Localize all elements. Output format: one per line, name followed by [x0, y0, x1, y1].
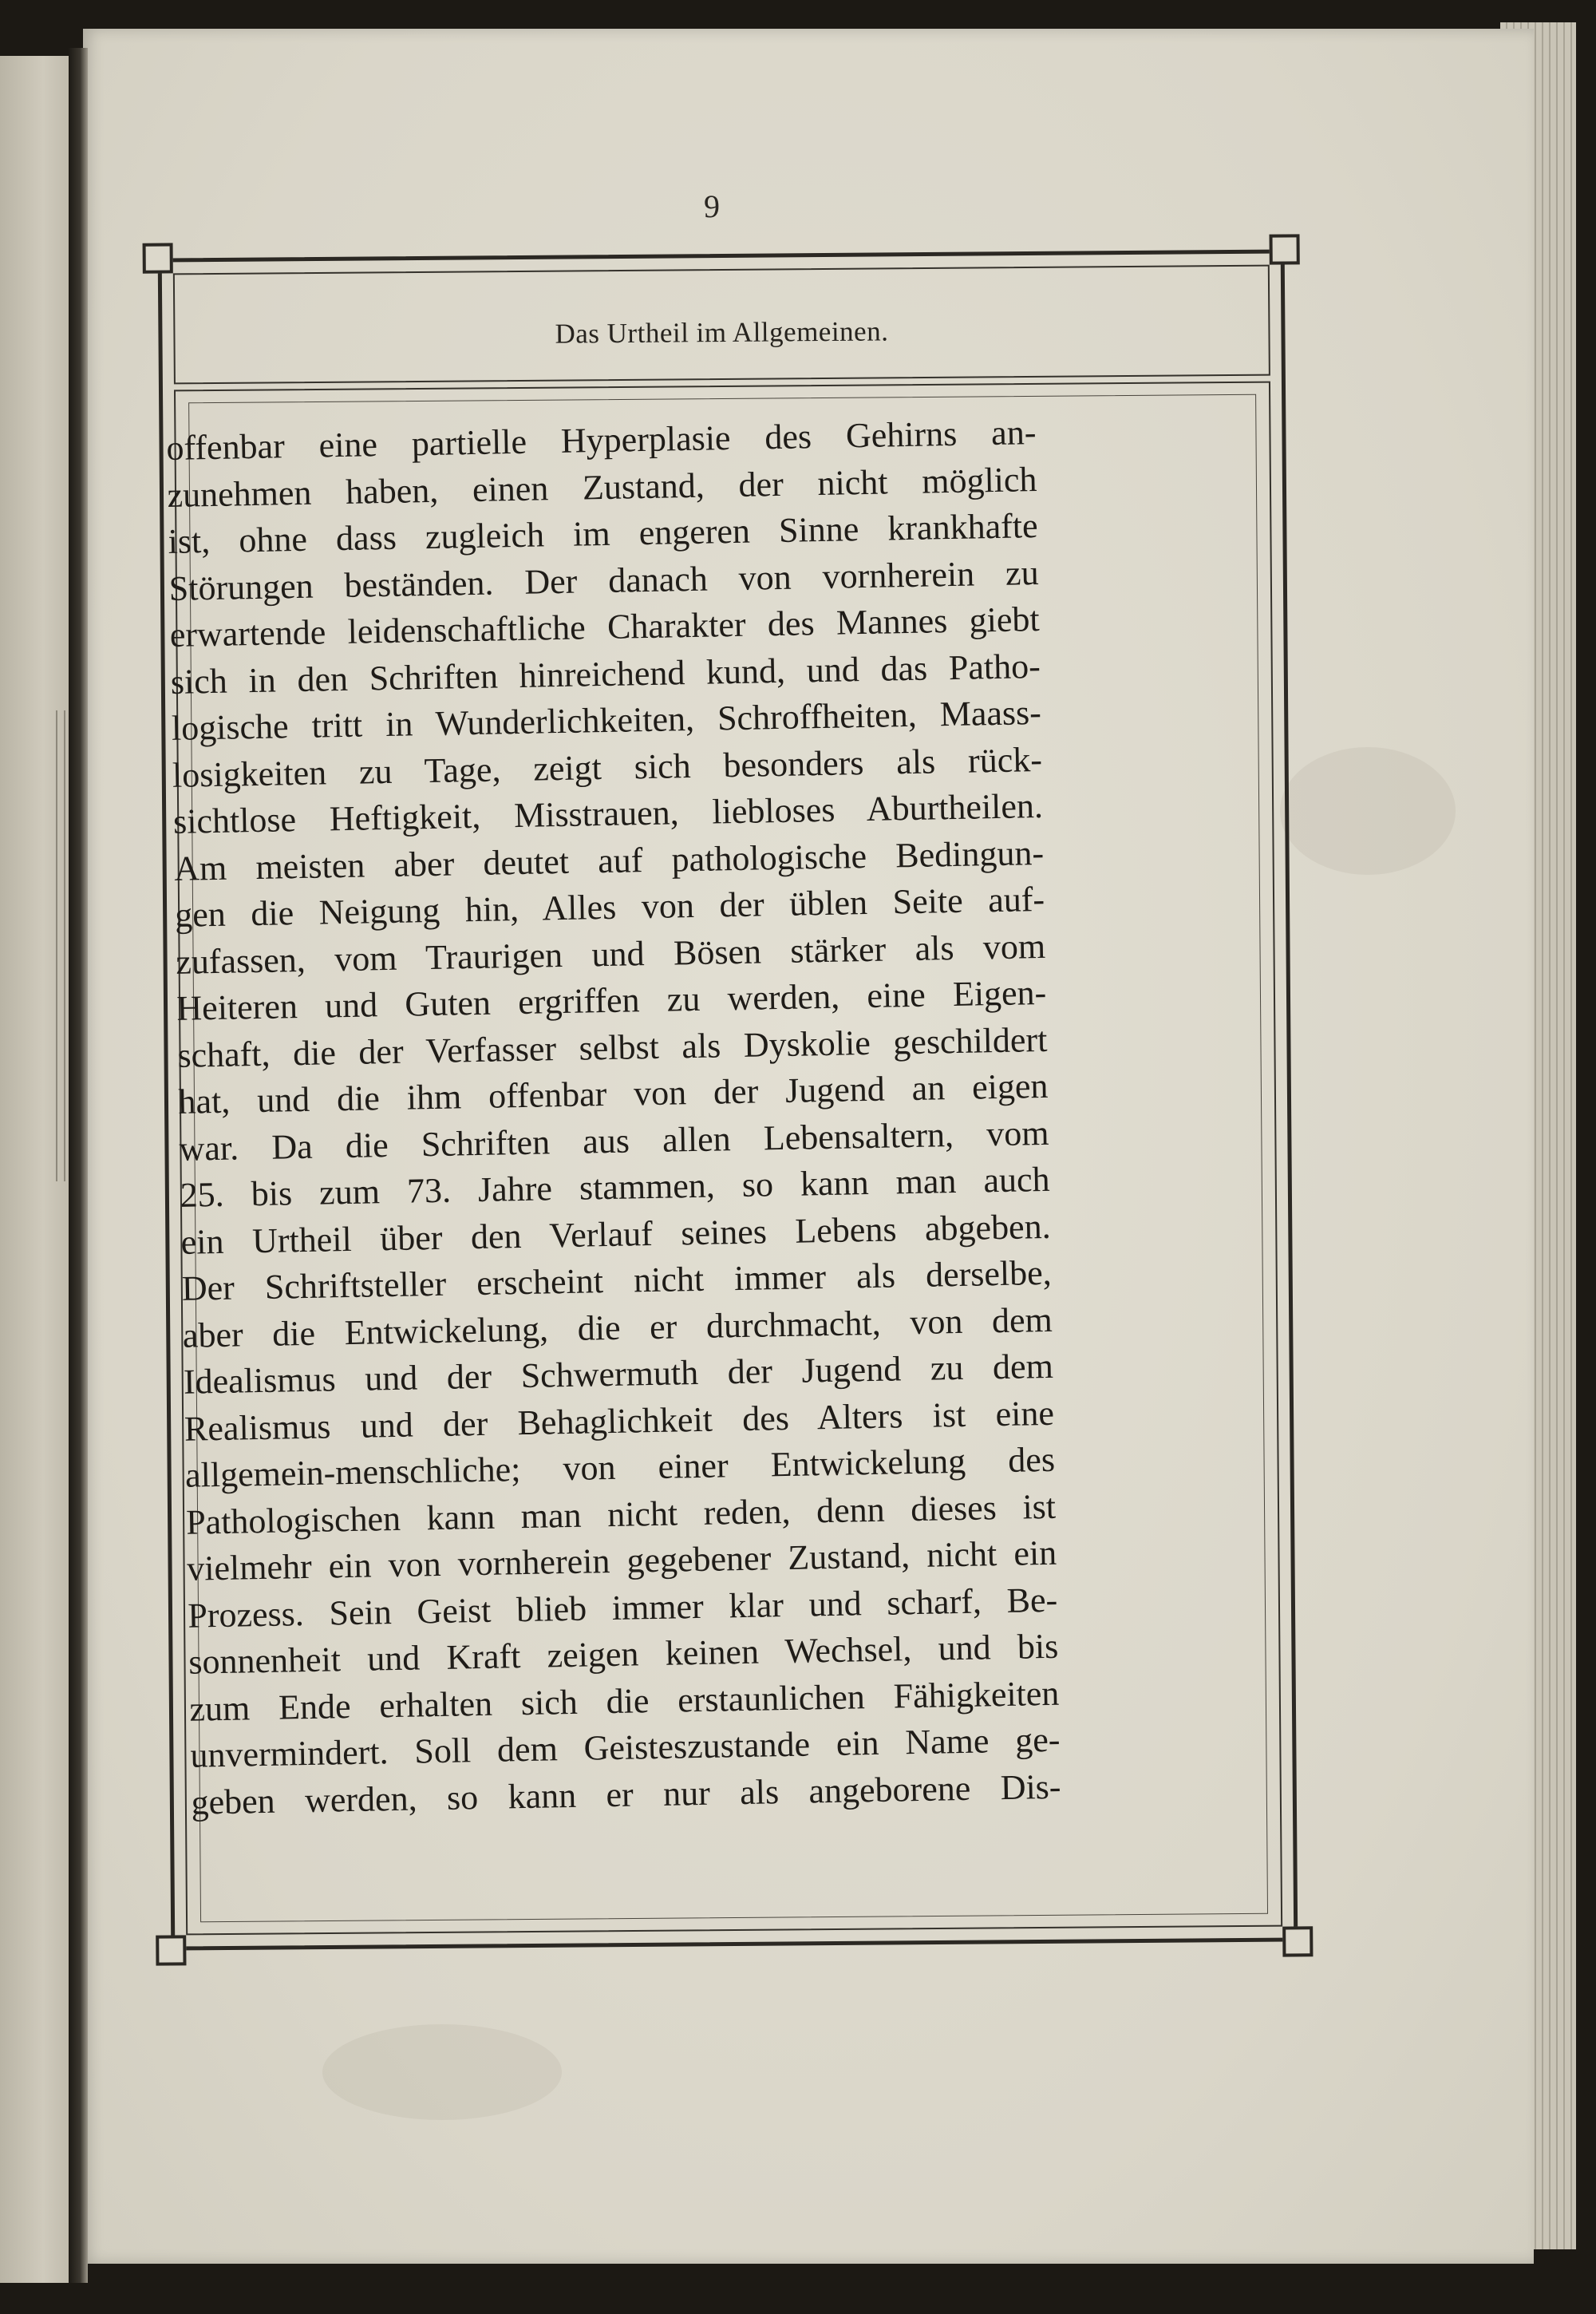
paper-stain	[1280, 747, 1456, 875]
text-line: zunehmen haben, einen Zustand, der nicht möglich	[167, 459, 1037, 515]
body-text	[166, 406, 1229, 1826]
paper-stain	[322, 2024, 562, 2120]
frame-corner-square	[143, 243, 173, 273]
text-line: Idealismus und der Schwermuth der Jugend zu dem	[183, 1346, 1054, 1402]
page-tab-mark	[56, 710, 65, 1181]
text-line: schaft, die der Verfasser selbst als Dyskolie geschildert	[177, 1019, 1048, 1075]
text-line: ein Urtheil über den Verlauf seines Lebens abgeben.	[180, 1206, 1052, 1262]
text-line: Am meisten aber deutet auf pathologische Bedingun-	[173, 833, 1045, 888]
facing-page-edge	[0, 56, 72, 2283]
text-line: logische tritt in Wunderlichkeiten, Schroffheiten, Maass-	[171, 692, 1042, 748]
text-line: hat, und die ihm offenbar von der Jugend an eigen	[178, 1066, 1049, 1121]
text-line: zum Ende erhalten sich die erstaunlichen Fähigkeiten	[189, 1673, 1060, 1729]
text-line: Realismus und der Behaglichkeit des Alters ist eine	[184, 1393, 1055, 1449]
text-line: unvermindert. Soll dem Geisteszustande ein Name ge-	[190, 1719, 1061, 1775]
text-line: 25. bis zum 73. Jahre stammen, so kann man auch	[180, 1159, 1050, 1215]
book-gutter-shadow	[69, 48, 88, 2283]
frame-corner-square	[156, 1935, 186, 1965]
text-line: vielmehr ein von vornherein gegebener Zustand, nicht ein	[186, 1533, 1057, 1588]
text-line: ist, ohne dass zugleich im engeren Sinne krankhafte	[168, 506, 1038, 561]
running-head: Das Urtheil im Allgemeinen.	[555, 315, 889, 350]
text-line: Pathologischen kann man nicht reden, denn dieses ist	[185, 1486, 1057, 1542]
text-line: geben werden, so kann er nur als angeborene Dis-	[191, 1766, 1061, 1822]
text-line: Störungen beständen. Der danach von vornherein zu	[168, 552, 1040, 608]
text-line: offenbar eine partielle Hyperplasie des Gehirns an-	[166, 413, 1037, 468]
page-number: 9	[704, 188, 720, 224]
frame-corner-square	[1270, 234, 1300, 264]
text-line: Der Schriftsteller erscheint nicht immer als derselbe,	[181, 1252, 1053, 1308]
text-line: sichtlose Heftigkeit, Misstrauen, liebloses Aburtheilen.	[172, 785, 1044, 841]
text-line: Heiteren und Guten ergriffen zu werden, eine Eigen-	[176, 972, 1047, 1028]
text-line: war. Da die Schriften aus allen Lebensaltern, vom	[179, 1113, 1049, 1169]
running-head-box	[173, 265, 1270, 385]
text-line: erwartende leidenschaftliche Charakter des Mannes giebt	[169, 599, 1041, 655]
text-line: aber die Entwickelung, die er durchmacht, von dem	[182, 1299, 1053, 1355]
text-line: allgemein-menschliche; von einer Entwickelung des	[184, 1439, 1056, 1495]
text-line: gen die Neigung hin, Alles von der üblen Seite auf-	[174, 879, 1045, 935]
text-line: Prozess. Sein Geist blieb immer klar und scharf, Be-	[187, 1580, 1058, 1636]
frame-corner-square	[1282, 1926, 1313, 1956]
text-line: sonnenheit und Kraft zeigen keinen Wechsel, und bis	[188, 1626, 1059, 1682]
text-line: zufassen, vom Traurigen und Bösen stärker als vom	[175, 926, 1046, 982]
text-line: losigkeiten zu Tage, zeigt sich besonders als rück-	[172, 739, 1043, 795]
text-line: sich in den Schriften hinreichend kund, und das Patho-	[170, 646, 1041, 702]
